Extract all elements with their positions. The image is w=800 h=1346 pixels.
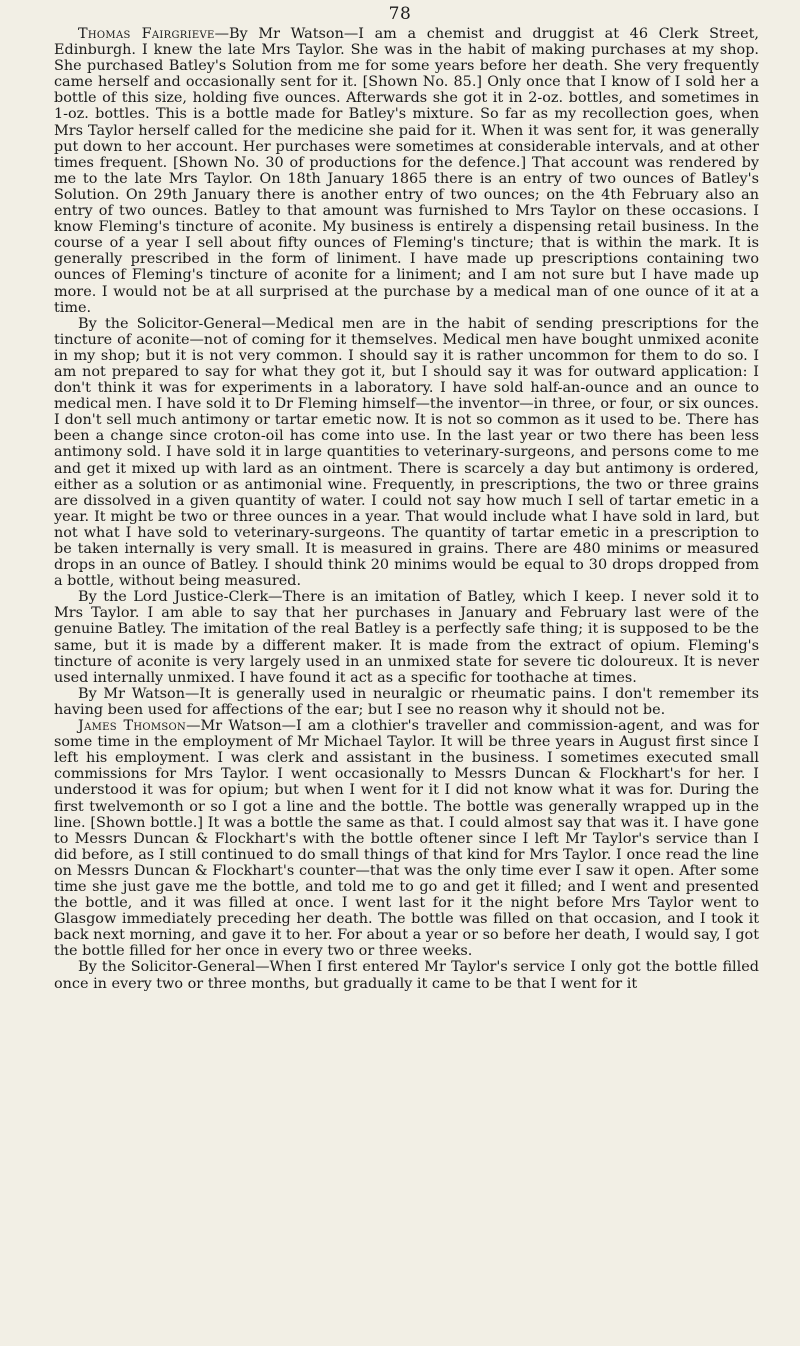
body-text [54, 26, 759, 992]
paragraph-text: By the Solicitor-General—When I first entered Mr Taylor's service I only got the bottle filled once in every two or three months, but gradually it came to be that I went for it [54, 959, 759, 992]
paragraph [54, 718, 759, 959]
paragraph [54, 959, 759, 991]
paragraph [54, 686, 759, 718]
paragraph-text: —Mr Watson—I am a clothier's traveller and commission-agent, and was for some time in the employment of Mr Michael Taylor. It will be three years in August first since I left his employment. I was clerk and assistant in the business. I sometimes executed small commissions for Mrs Taylor. I went occasionally to Messrs Duncan & Flockhart's for her. I understood it was for opium; but when I went for it I did not know what it was for. During the first twelvemonth or so I got a line and the bottle. The bottle was generally wrapped up in the line. [Shown bottle.] It was a bottle the same as that. I could almost say that was it. I have gone to Messrs Duncan & Flockhart's with the bottle oftener since I left Mr Taylor's service than I did before, as I still continued to do small things of that kind for Mrs Taylor. I once read the line on Messrs Duncan & Flockhart's counter—that was the only time ever I saw it open. After some time she just gave me the bottle, and told me to go and get it filled; and I went and presented the bottle, and it was filled at once. I went last for it the night before Mrs Taylor went to Glasgow immediately preceding her death. The bottle was filled on that occasion, and I took it back next morning, and gave it to her. For about a year or so before her death, I would say, I got the bottle filled for her once in every two or three weeks. [54, 718, 759, 960]
paragraph [54, 589, 759, 686]
paragraph [54, 316, 759, 590]
paragraph-text: By Mr Watson—It is generally used in neuralgic or rheumatic pains. I don't remember its having been used for affections of the ear; but I see no reason why it should not be. [54, 685, 759, 718]
witness-name: Thomas Fairgrieve [78, 26, 215, 42]
page-number: 78 [388, 4, 412, 24]
paragraph-text: By the Solicitor-General—Medical men are in the habit of sending prescriptions for the tincture of aconite—not of coming for it themselves. Medical men have bought unmixed aconite in my shop; but it is not very common. I should say it is rather uncommon for them to do so. I am not prepared to say for what they got it, but I should say it was for outward application: I don't think it was for experiments in a laboratory. I have sold half-an-ounce and an ounce to medical men. I have sold it to Dr Fleming himself—the inventor—in three, or four, or six ounces. I don't sell much antimony or tartar emetic now. It is not so common as it used to be. There has been a change since croton-oil has come into use. In the last year or two there has been less antimony sold. I have sold it in large quantities to veterinary-surgeons, and persons come to me and get it mixed up with lard as an ointment. There is scarcely a day but antimony is ordered, either as a solution or as antimonial wine. Frequently, in prescriptions, the two or three grains are dissolved in a given quantity of water. I could not say how much I sell of tartar emetic in a year. It might be two or three ounces in a year. That would include what I have sold in lard, but not what I have sold to veterinary-surgeons. The quantity of tartar emetic in a prescription to be taken internally is very small. It is measured in grains. There are 480 minims or measured drops in an ounce of Batley. I should think 20 minims would be equal to 30 drops dropped from a bottle, without being measured. [54, 315, 759, 590]
paragraph-text: —By Mr Watson—I am a chemist and druggist at 46 Clerk Street, Edinburgh. I knew the late Mrs Taylor. She was in the habit of making purchases at my shop. She purchased Batley's Solution from me for some years before her death. She very frequently came herself and occasionally sent for it. [Shown No. 85.] Only once that I know of I sold her a bottle of this size, holding five ounces. Afterwards she got it in 2-oz. bottles, and sometimes in 1-oz. bottles. This is a bottle made for Batley's mixture. So far as my recollection goes, when Mrs Taylor herself called for the medicine she paid for it. When it was sent for, it was generally put down to her account. Her purchases were sometimes at considerable intervals, and at other times frequent. [Shown No. 30 of productions for the defence.] That account was rendered by me to the late Mrs Taylor. On 18th January 1865 there is an entry of two ounces of Batley's Solution. On 29th January there is another entry of two ounces; on the 4th February also an entry of two ounces. Batley to that amount was furnished to Mrs Taylor on these occasions. I know Fleming's tincture of aconite. My business is entirely a dispensing retail business. In the course of a year I sell about fifty ounces of Fleming's tincture; that is within the mark. It is generally prescribed in the form of liniment. I have made up prescriptions containing two ounces of Fleming's tincture of aconite for a liniment; and I am not sure but I have made up more. I would not be at all surprised at the purchase by a medical man of one ounce of it at a time. [54, 26, 759, 316]
witness-name: James Thomson [78, 718, 187, 735]
paragraph [54, 26, 759, 316]
paragraph-text: By the Lord Justice-Clerk—There is an imitation of Batley, which I keep. I never sold it to Mrs Taylor. I am able to say that her purchases in January and February last were of the genuine Batley. The imitation of the real Batley is a perfectly safe thing; it is supposed to be the same, but it is made by a different maker. It is made from the extract of opium. Fleming's tincture of aconite is very largely used in an unmixed state for severe tic doloureux. It is never used internally unmixed. I have found it act as a specific for toothache at times. [54, 589, 759, 686]
